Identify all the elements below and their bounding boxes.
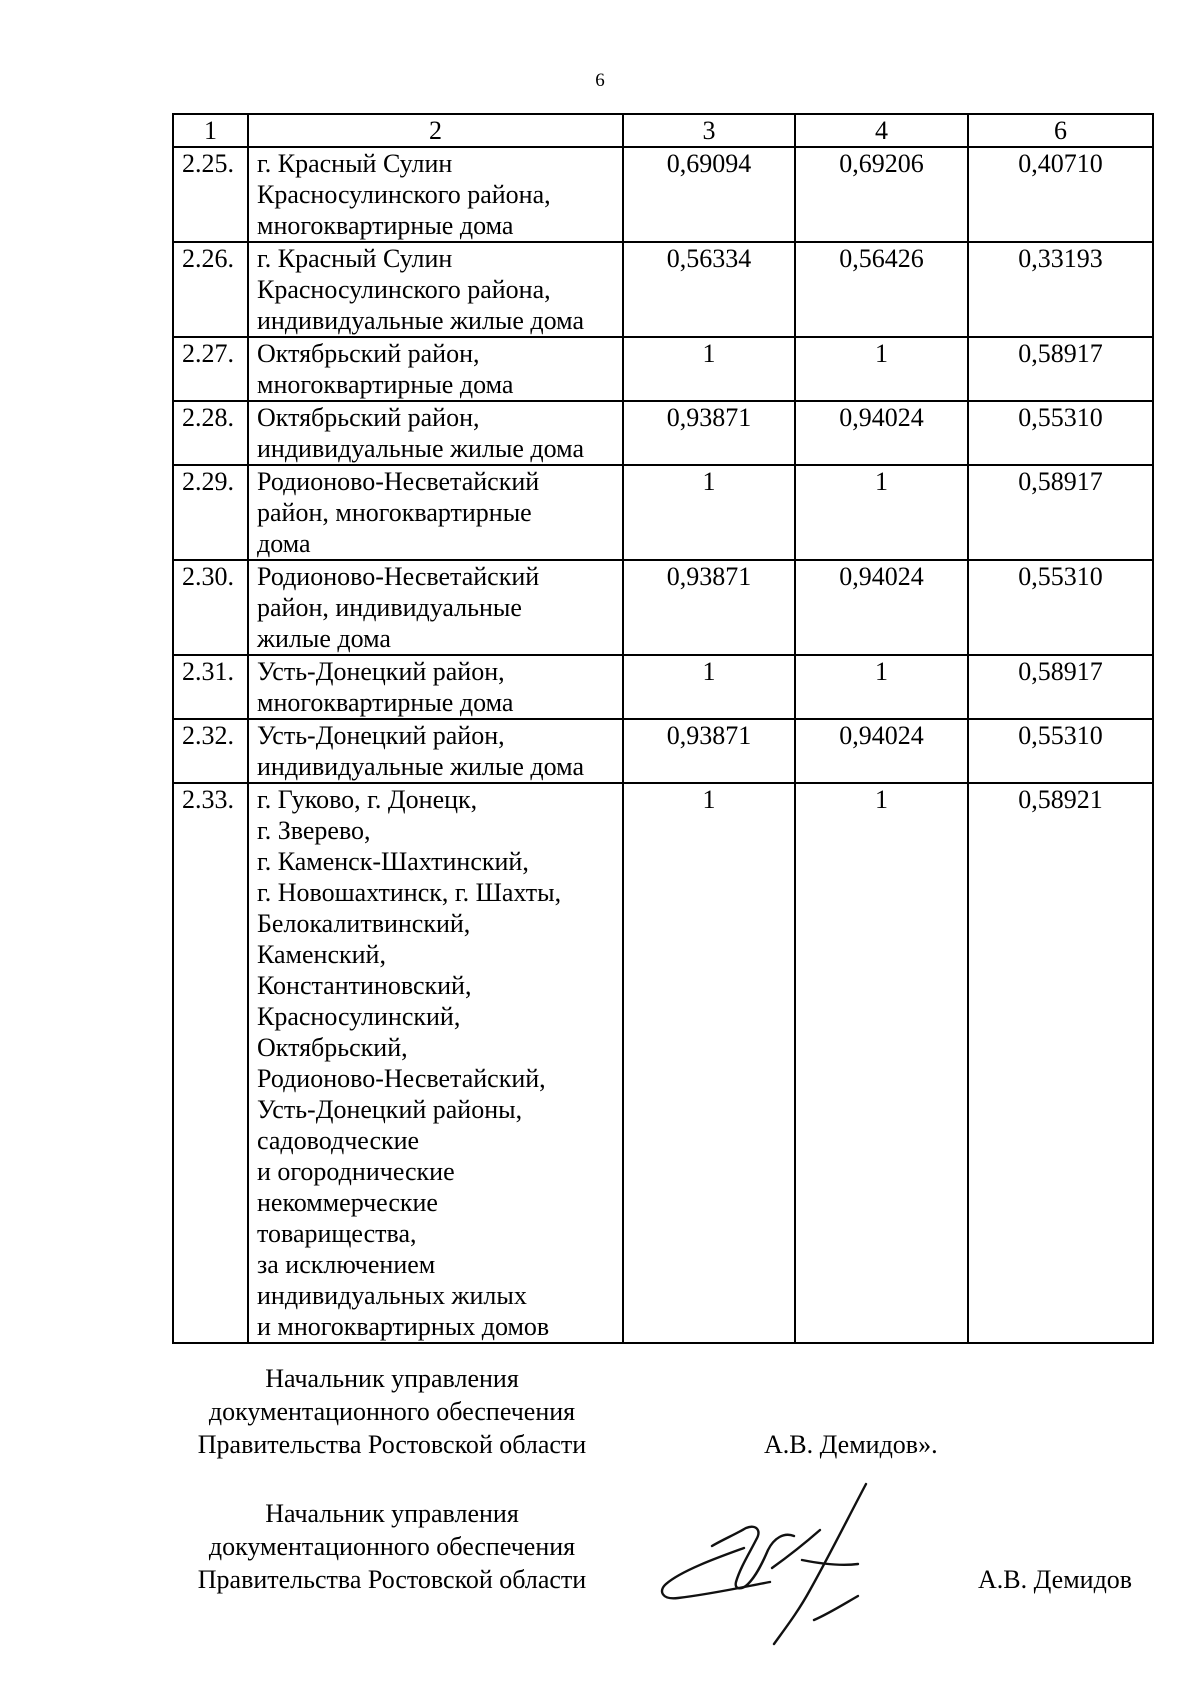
table-row [173, 560, 1153, 655]
signature-block-2 [172, 1497, 612, 1596]
value-col3: 0,93871 [623, 560, 795, 655]
value-col3: 0,69094 [623, 147, 795, 242]
row-number: 2.27. [173, 337, 248, 401]
table-row [173, 242, 1153, 337]
value-col6: 0,55310 [968, 560, 1153, 655]
row-number: 2.30. [173, 560, 248, 655]
row-number: 2.29. [173, 465, 248, 560]
value-col4: 1 [795, 783, 968, 1343]
row-number: 2.28. [173, 401, 248, 465]
column-header: 3 [623, 114, 795, 147]
territory-name: Октябрьский район, многоквартирные дома [248, 337, 623, 401]
row-number: 2.31. [173, 655, 248, 719]
value-col6: 0,40710 [968, 147, 1153, 242]
value-col3: 0,56334 [623, 242, 795, 337]
value-col4: 0,69206 [795, 147, 968, 242]
table-row [173, 147, 1153, 242]
table-row [173, 719, 1153, 783]
column-header: 6 [968, 114, 1153, 147]
territory-name: г. Гуково, г. Донецк, г. Зверево, г. Каменск-Шахтинский, г. Новошахтинск, г. Шахты, Белокалитвинский, Каменский, Константиновский, Красносулинский, Октябрьский, Родионово-Несветайский, Усть-Донецкий районы, садоводческие и огороднические некоммерческие товарищества, за исключением индивидуальных жилых и многоквартирных домов [248, 783, 623, 1343]
signatory-title: Начальник управления документационного обеспечения Правительства Ростовской области [197, 1499, 587, 1594]
value-col6: 0,33193 [968, 242, 1153, 337]
value-col3: 0,93871 [623, 401, 795, 465]
territory-name: Родионово-Несветайский район, индивидуальные жилые дома [248, 560, 623, 655]
row-number: 2.25. [173, 147, 248, 242]
table-header-row [173, 114, 1153, 147]
value-col6: 0,58917 [968, 465, 1153, 560]
table-row [173, 783, 1153, 1343]
value-col3: 0,93871 [623, 719, 795, 783]
value-col4: 0,56426 [795, 242, 968, 337]
table-row [173, 337, 1153, 401]
value-col6: 0,58917 [968, 337, 1153, 401]
row-number: 2.26. [173, 242, 248, 337]
handwritten-signature [652, 1478, 932, 1648]
signatory-title: Начальник управления документационного обеспечения Правительства Ростовской области [197, 1364, 587, 1459]
territory-name: Усть-Донецкий район, индивидуальные жилые дома [248, 719, 623, 783]
page-number: 6 [595, 70, 605, 91]
table-row [173, 401, 1153, 465]
value-col4: 1 [795, 655, 968, 719]
value-col6: 0,58921 [968, 783, 1153, 1343]
table-row [173, 465, 1153, 560]
column-header: 1 [173, 114, 248, 147]
column-header: 2 [248, 114, 623, 147]
signatory-name: А.В. Демидов». [764, 1430, 938, 1459]
signatory-name: А.В. Демидов [978, 1565, 1133, 1594]
value-col6: 0,58917 [968, 655, 1153, 719]
value-col3: 1 [623, 465, 795, 560]
value-col6: 0,55310 [968, 401, 1153, 465]
territory-name: г. Красный Сулин Красносулинского района, многоквартирные дома [248, 147, 623, 242]
value-col4: 0,94024 [795, 401, 968, 465]
value-col4: 1 [795, 465, 968, 560]
coefficient-table [172, 113, 1154, 1344]
row-number: 2.32. [173, 719, 248, 783]
territory-name: г. Красный Сулин Красносулинского района, индивидуальные жилые дома [248, 242, 623, 337]
signature-block-1 [172, 1362, 612, 1461]
territory-name: Октябрьский район, индивидуальные жилые дома [248, 401, 623, 465]
territory-name: Усть-Донецкий район, многоквартирные дома [248, 655, 623, 719]
column-header: 4 [795, 114, 968, 147]
value-col6: 0,55310 [968, 719, 1153, 783]
value-col3: 1 [623, 655, 795, 719]
territory-name: Родионово-Несветайский район, многоквартирные дома [248, 465, 623, 560]
row-number: 2.33. [173, 783, 248, 1343]
value-col4: 1 [795, 337, 968, 401]
value-col4: 0,94024 [795, 560, 968, 655]
value-col4: 0,94024 [795, 719, 968, 783]
table-row [173, 655, 1153, 719]
value-col3: 1 [623, 783, 795, 1343]
value-col3: 1 [623, 337, 795, 401]
